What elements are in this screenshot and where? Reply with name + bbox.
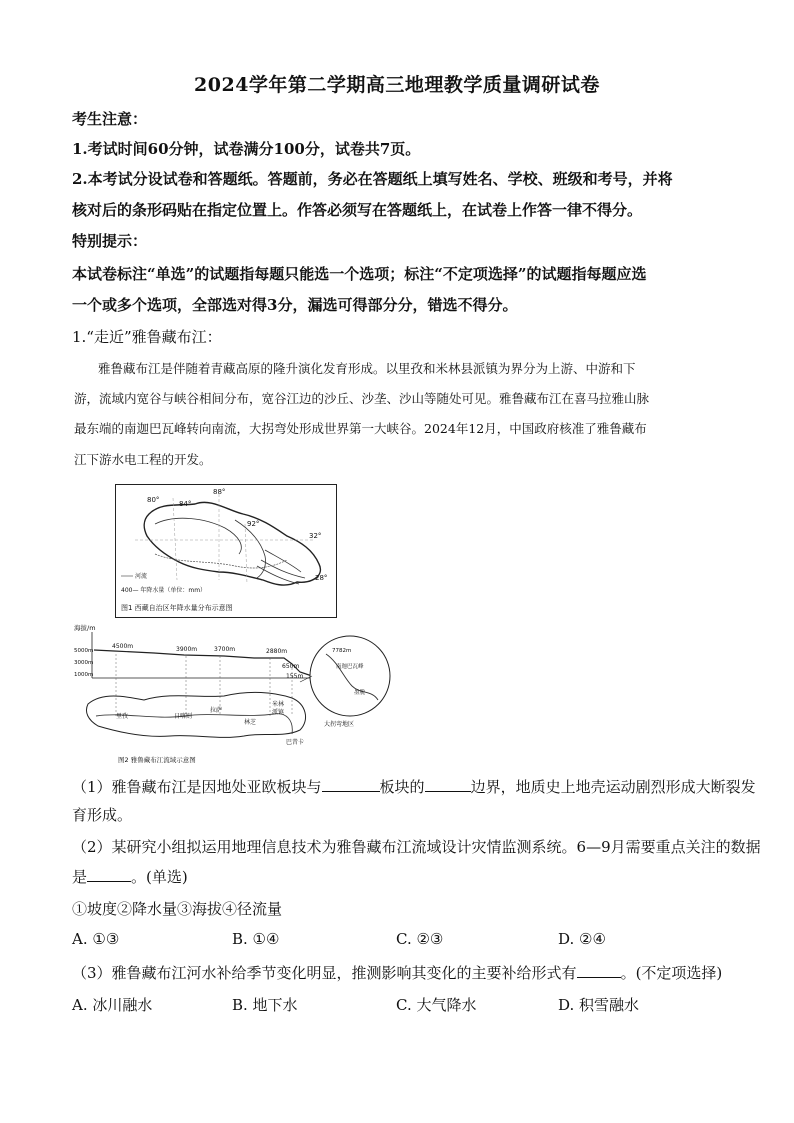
fig2-place-6: 林芝	[244, 719, 257, 726]
fig1-legend-river: 河流	[135, 573, 148, 580]
sub-question-1-line-2: 育形成。	[72, 806, 133, 824]
figure-2-basin-map	[74, 620, 398, 766]
fig2-y-axis-label: 海拔/m	[74, 624, 96, 632]
fig1-legend-isohyet: 400— 年降水量（单位：mm）	[121, 587, 207, 594]
passage-line-1: 雅鲁藏布江是伴随着青藏高原的隆升演化发育形成。以里孜和米林县派镇为界分为上游、中游和下	[98, 361, 636, 376]
option-d-snowmelt[interactable]: D. 积雪融水	[558, 996, 640, 1014]
sub3-text-b: 。(不定项选择)	[620, 964, 723, 982]
notice-item-2-line-1: 2.本考试分设试卷和答题纸。答题前，务必在答题纸上填写姓名、学校、班级和考号，并将	[72, 170, 673, 188]
sub-question-3-options	[72, 994, 732, 1016]
passage-line-2: 游，流域内宽谷与峡谷相间分布，宽谷江边的沙丘、沙垄、沙山等随处可见。雅鲁藏布江在喜马拉雅山脉	[74, 391, 650, 406]
option-a-glacier[interactable]: A. 冰川融水	[72, 996, 153, 1014]
sub2-text-b: 。(单选)	[131, 868, 188, 886]
fig1-lon-4: 92°	[247, 520, 260, 528]
sub-question-3-line-1	[72, 962, 732, 984]
sub1-text-c: 边界，地质史上地壳运动剧烈形成大断裂发	[470, 778, 756, 796]
fig1-lon-1: 80°	[147, 496, 160, 504]
fig2-y-tick-3: 1000m	[74, 672, 94, 678]
sub-question-2-options	[72, 930, 732, 952]
fig2-inset-3: 墨脱	[354, 690, 366, 696]
notice-item-2-line-2: 核对后的条形码贴在指定位置上。作答必须写在答题纸上，在试卷上作答一律不得分。	[72, 201, 643, 219]
fig2-y-tick-2: 3000m	[74, 660, 94, 666]
sub-question-2-line-2	[72, 866, 732, 888]
fig2-elev-6: 155m	[286, 673, 304, 680]
answer-blank-plate[interactable]	[322, 777, 380, 792]
answer-blank-sub3[interactable]	[577, 963, 621, 978]
answer-blank-sub2[interactable]	[87, 867, 131, 882]
fig2-place-4: 米林	[272, 701, 285, 708]
passage-line-4: 江下游水电工程的开发。	[74, 452, 212, 467]
fig2-place-2: 日喀则	[174, 713, 193, 720]
special-line-1: 本试卷标注“单选”的试题指每题只能选一个选项；标注“不定项选择”的试题指每题应选	[72, 265, 647, 283]
option-b-groundwater[interactable]: B. 地下水	[232, 996, 298, 1014]
option-d[interactable]: D. ②④	[558, 930, 606, 948]
fig1-lat-2: 28°	[315, 574, 328, 582]
fig2-elev-3: 3700m	[214, 646, 236, 653]
sub-question-2-line-1: （2）某研究小组拟运用地理信息技术为雅鲁藏布江流域设计灾情监测系统。6—9月需要重点关注的数据	[72, 838, 761, 856]
sub1-text-b: 板块的	[379, 778, 425, 796]
fig2-elev-2: 3900m	[176, 646, 198, 653]
option-a[interactable]: A. ①③	[72, 930, 120, 948]
notice-heading: 考生注意：	[72, 110, 148, 128]
sub1-text-a: （1）雅鲁藏布江是因地处亚欧板块与	[72, 778, 322, 796]
fig2-y-tick-1: 5000m	[74, 648, 94, 654]
fig2-place-5: 派镇	[272, 709, 285, 716]
sub-question-2-items: ①坡度②降水量③海拔④径流量	[72, 900, 283, 918]
option-c-precipitation[interactable]: C. 大气降水	[396, 996, 477, 1014]
fig2-place-1: 里孜	[116, 713, 129, 720]
fig2-elev-1: 4500m	[112, 643, 134, 650]
question-1-stem: 1.“走近”雅鲁藏布江：	[72, 328, 222, 346]
special-line-2: 一个或多个选项，全部选对得3分，漏选可得部分分，错选不得分。	[72, 296, 518, 314]
sub2-text-a: 是	[72, 868, 88, 886]
fig2-place-7: 巴昔卡	[286, 739, 305, 746]
fig2-elev-4: 2880m	[266, 648, 288, 655]
fig1-lon-2: 84°	[179, 500, 192, 508]
fig2-elev-5: 650m	[282, 663, 300, 670]
fig1-lon-3: 88°	[213, 488, 226, 496]
fig2-inset-1: 7782m	[332, 648, 352, 654]
sub-question-1-line-1	[72, 776, 756, 798]
fig2-inset-2: 南迦巴瓦峰	[336, 664, 364, 670]
fig2-caption: 图2 雅鲁藏布江流域示意图	[118, 756, 196, 764]
fig2-inset-4: 大拐弯地区	[324, 721, 355, 728]
page-title: 2024学年第二学期高三地理教学质量调研试卷	[194, 74, 600, 96]
answer-blank-boundary[interactable]	[425, 777, 471, 792]
special-heading: 特别提示：	[72, 232, 148, 250]
sub3-text-a: （3）雅鲁藏布江河水补给季节变化明显，推测影响其变化的主要补给形式有	[72, 964, 577, 982]
fig1-caption: 图1 西藏自治区年降水量分布示意图	[121, 604, 233, 612]
option-c[interactable]: C. ②③	[396, 930, 444, 948]
option-b[interactable]: B. ①④	[232, 930, 280, 948]
figure-1-precipitation-map	[115, 484, 337, 618]
passage-line-3: 最东端的南迦巴瓦峰转向南流，大拐弯处形成世界第一大峡谷。2024年12月，中国政府核准了雅鲁藏布	[74, 421, 647, 436]
fig2-place-3: 拉萨	[210, 707, 223, 714]
notice-item-1: 1.考试时间60分钟，试卷满分100分，试卷共7页。	[72, 140, 421, 158]
fig1-lat-1: 32°	[309, 532, 322, 540]
